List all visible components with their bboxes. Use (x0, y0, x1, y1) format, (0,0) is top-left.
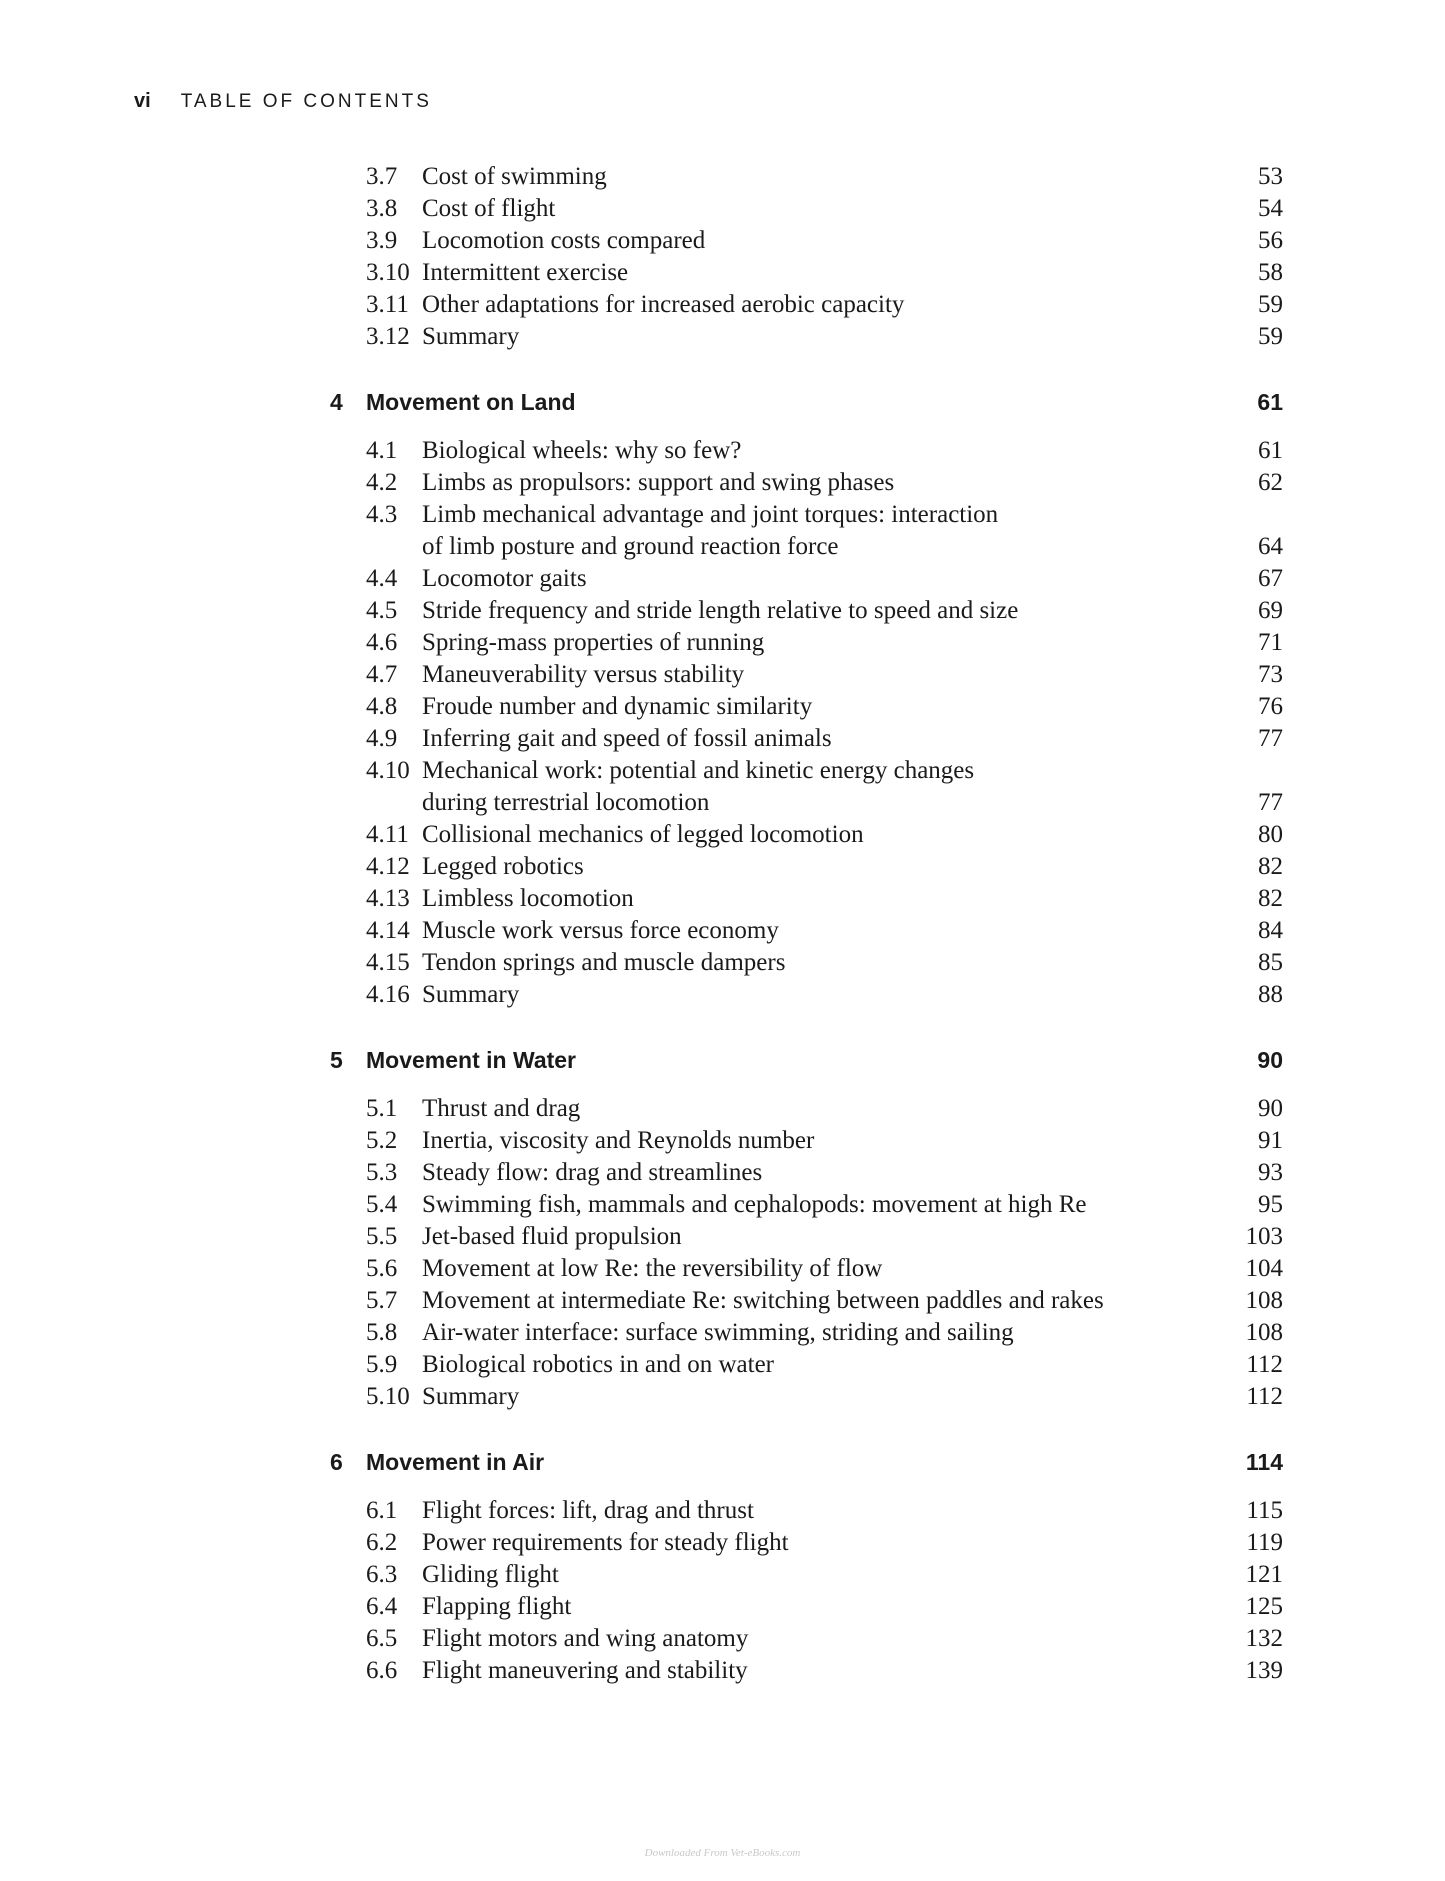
toc-entry (0, 723, 1445, 755)
toc-entry (0, 1189, 1445, 1221)
entry-title: Summary (422, 1383, 520, 1410)
toc-entry (0, 947, 1445, 979)
entry-title: Summary (422, 981, 520, 1008)
toc-entry (0, 1591, 1445, 1623)
entry-page: 77 (1258, 789, 1283, 816)
toc-entry (0, 499, 1445, 563)
entry-title: Cost of flight (422, 195, 556, 222)
entry-title: Inferring gait and speed of fossil animals (422, 725, 832, 752)
entry-title-continued: of limb posture and ground reaction force (422, 533, 839, 560)
chapter-title: Movement in Air (366, 1449, 545, 1475)
entry-title: Swimming fish, mammals and cephalopods: movement at high Re (422, 1191, 1087, 1218)
toc-entry (0, 595, 1445, 627)
page-folio: vi (134, 90, 151, 112)
entry-page: 62 (1258, 469, 1283, 496)
toc-entry (0, 691, 1445, 723)
toc-entry (0, 435, 1445, 467)
entry-title: Power requirements for steady flight (422, 1529, 789, 1556)
toc-entry (0, 819, 1445, 851)
entry-title: Locomotion costs compared (422, 227, 706, 254)
entry-number: 5.10 (366, 1383, 410, 1410)
toc-entry (0, 1253, 1445, 1285)
entry-title: Biological wheels: why so few? (422, 437, 742, 464)
entry-number: 3.7 (366, 163, 398, 190)
entry-title: Limb mechanical advantage and joint torques: interaction (422, 501, 999, 528)
entry-title: Froude number and dynamic similarity (422, 693, 813, 720)
entry-title: Flight motors and wing anatomy (422, 1625, 749, 1652)
entry-number: 3.8 (366, 195, 398, 222)
entry-number: 3.11 (366, 291, 409, 318)
entry-number: 5.3 (366, 1159, 398, 1186)
entry-page: 69 (1258, 597, 1283, 624)
toc-entry (0, 563, 1445, 595)
toc-entry (0, 915, 1445, 947)
toc-entry (0, 1317, 1445, 1349)
entry-page: 125 (1245, 1593, 1283, 1620)
entry-title: Mechanical work: potential and kinetic energy changes (422, 757, 975, 784)
entry-title: Cost of swimming (422, 163, 607, 190)
toc-entry (0, 979, 1445, 1011)
entry-title: Flight forces: lift, drag and thrust (422, 1497, 754, 1524)
entry-page: 119 (1246, 1529, 1283, 1556)
entry-title: Thrust and drag (422, 1095, 581, 1122)
entry-page: 85 (1258, 949, 1283, 976)
entry-title: Biological robotics in and on water (422, 1351, 775, 1378)
entry-page: 90 (1258, 1095, 1283, 1122)
entry-title: Legged robotics (422, 853, 584, 880)
entry-title: Limbless locomotion (422, 885, 634, 912)
entry-title: Stride frequency and stride length relative to speed and size (422, 597, 1019, 624)
entry-title: Limbs as propulsors: support and swing phases (422, 469, 895, 496)
entry-number: 4.11 (366, 821, 409, 848)
entry-page: 56 (1258, 227, 1283, 254)
entry-page: 132 (1245, 1625, 1283, 1652)
entry-page: 108 (1245, 1319, 1283, 1346)
entry-number: 6.5 (366, 1625, 398, 1652)
entry-page: 73 (1258, 661, 1283, 688)
entry-page: 108 (1245, 1287, 1283, 1314)
entry-number: 5.7 (366, 1287, 398, 1314)
running-head (134, 90, 432, 120)
entry-title: Inertia, viscosity and Reynolds number (422, 1127, 815, 1154)
entry-number: 5.1 (366, 1095, 398, 1122)
toc-entry (0, 755, 1445, 819)
entry-page: 103 (1245, 1223, 1283, 1250)
entry-title: Movement at low Re: the reversibility of flow (422, 1255, 883, 1282)
entry-page: 59 (1258, 291, 1283, 318)
toc-entry (0, 1157, 1445, 1189)
entry-title: Spring-mass properties of running (422, 629, 765, 656)
chapter-page: 90 (1257, 1047, 1283, 1073)
entry-page: 82 (1258, 853, 1283, 880)
entry-number: 5.5 (366, 1223, 398, 1250)
entry-page: 58 (1258, 259, 1283, 286)
toc-entry (0, 289, 1445, 321)
entry-page: 80 (1258, 821, 1283, 848)
chapter-number: 5 (330, 1047, 343, 1073)
entry-number: 6.2 (366, 1529, 398, 1556)
toc-entry (0, 225, 1445, 257)
entry-title: Gliding flight (422, 1561, 559, 1588)
entry-title: Collisional mechanics of legged locomotion (422, 821, 864, 848)
chapter-title: Movement on Land (366, 389, 576, 415)
entry-number: 4.14 (366, 917, 410, 944)
entry-page: 104 (1245, 1255, 1283, 1282)
entry-page: 76 (1258, 693, 1283, 720)
entry-page: 53 (1258, 163, 1283, 190)
entry-page: 88 (1258, 981, 1283, 1008)
entry-title: Tendon springs and muscle dampers (422, 949, 786, 976)
entry-page: 59 (1258, 323, 1283, 350)
entry-number: 4.10 (366, 757, 410, 784)
entry-number: 4.3 (366, 501, 398, 528)
entry-number: 4.6 (366, 629, 398, 656)
toc-entry (0, 883, 1445, 915)
entry-title: Flapping flight (422, 1593, 572, 1620)
toc-entry (0, 321, 1445, 353)
entry-number: 4.7 (366, 661, 398, 688)
toc-entry (0, 161, 1445, 193)
entry-number: 4.4 (366, 565, 398, 592)
entry-title: Maneuverability versus stability (422, 661, 745, 688)
toc-entry (0, 1221, 1445, 1253)
entry-title: Movement at intermediate Re: switching between paddles and rakes (422, 1287, 1104, 1314)
running-title: TABLE OF CONTENTS (180, 91, 432, 112)
entry-number: 4.1 (366, 437, 398, 464)
chapter-number: 4 (330, 389, 343, 415)
entry-number: 5.4 (366, 1191, 398, 1218)
toc-entry (0, 1527, 1445, 1559)
entry-title: Intermittent exercise (422, 259, 629, 286)
entry-number: 5.2 (366, 1127, 398, 1154)
entry-number: 4.13 (366, 885, 410, 912)
toc-entry (0, 1349, 1445, 1381)
entry-title: Locomotor gaits (422, 565, 587, 592)
entry-title-continued: during terrestrial locomotion (422, 789, 710, 816)
entry-number: 5.8 (366, 1319, 398, 1346)
toc-entry (0, 1495, 1445, 1527)
entry-page: 82 (1258, 885, 1283, 912)
toc-entry (0, 1381, 1445, 1413)
entry-page: 95 (1258, 1191, 1283, 1218)
entry-number: 4.9 (366, 725, 398, 752)
toc-entry (0, 659, 1445, 691)
chapter-page: 114 (1245, 1449, 1283, 1475)
entry-title: Muscle work versus force economy (422, 917, 779, 944)
entry-number: 6.4 (366, 1593, 398, 1620)
watermark: Downloaded From Vet-eBooks.com (644, 1847, 801, 1859)
entry-number: 3.10 (366, 259, 410, 286)
toc-entry (0, 467, 1445, 499)
entry-title: Flight maneuvering and stability (422, 1657, 748, 1684)
entry-page: 115 (1246, 1497, 1283, 1524)
entry-page: 64 (1258, 533, 1283, 560)
entry-number: 3.12 (366, 323, 410, 350)
toc-entry (0, 257, 1445, 289)
toc-entry (0, 1285, 1445, 1317)
chapter-title: Movement in Water (366, 1047, 577, 1073)
entry-number: 4.8 (366, 693, 398, 720)
toc-entry (0, 1623, 1445, 1655)
entry-number: 4.15 (366, 949, 410, 976)
entry-title: Other adaptations for increased aerobic capacity (422, 291, 905, 318)
entry-page: 121 (1245, 1561, 1283, 1588)
entry-page: 93 (1258, 1159, 1283, 1186)
toc-entry (0, 1093, 1445, 1125)
entry-number: 6.6 (366, 1657, 398, 1684)
entry-page: 77 (1258, 725, 1283, 752)
entry-page: 71 (1258, 629, 1283, 656)
toc-entry (0, 1125, 1445, 1157)
toc-entry (0, 627, 1445, 659)
entry-page: 91 (1258, 1127, 1283, 1154)
entry-page: 112 (1246, 1383, 1283, 1410)
entry-number: 5.9 (366, 1351, 398, 1378)
entry-number: 4.16 (366, 981, 410, 1008)
toc-entry (0, 193, 1445, 225)
entry-page: 112 (1246, 1351, 1283, 1378)
entry-page: 61 (1258, 437, 1283, 464)
entry-title: Jet-based fluid propulsion (422, 1223, 682, 1250)
entry-number: 4.12 (366, 853, 410, 880)
entry-number: 3.9 (366, 227, 398, 254)
entry-number: 4.5 (366, 597, 398, 624)
entry-number: 5.6 (366, 1255, 398, 1282)
entry-title: Air-water interface: surface swimming, striding and sailing (422, 1319, 1014, 1346)
entry-title: Steady flow: drag and streamlines (422, 1159, 763, 1186)
entry-number: 4.2 (366, 469, 398, 496)
toc-entry (0, 851, 1445, 883)
entry-page: 54 (1258, 195, 1283, 222)
chapter-page: 61 (1257, 389, 1283, 415)
toc-entry (0, 1655, 1445, 1687)
entry-page: 139 (1245, 1657, 1283, 1684)
entry-page: 67 (1258, 565, 1283, 592)
entry-page: 84 (1258, 917, 1283, 944)
chapter-number: 6 (330, 1449, 343, 1475)
entry-number: 6.1 (366, 1497, 398, 1524)
toc-entry (0, 1559, 1445, 1591)
entry-number: 6.3 (366, 1561, 398, 1588)
entry-title: Summary (422, 323, 520, 350)
